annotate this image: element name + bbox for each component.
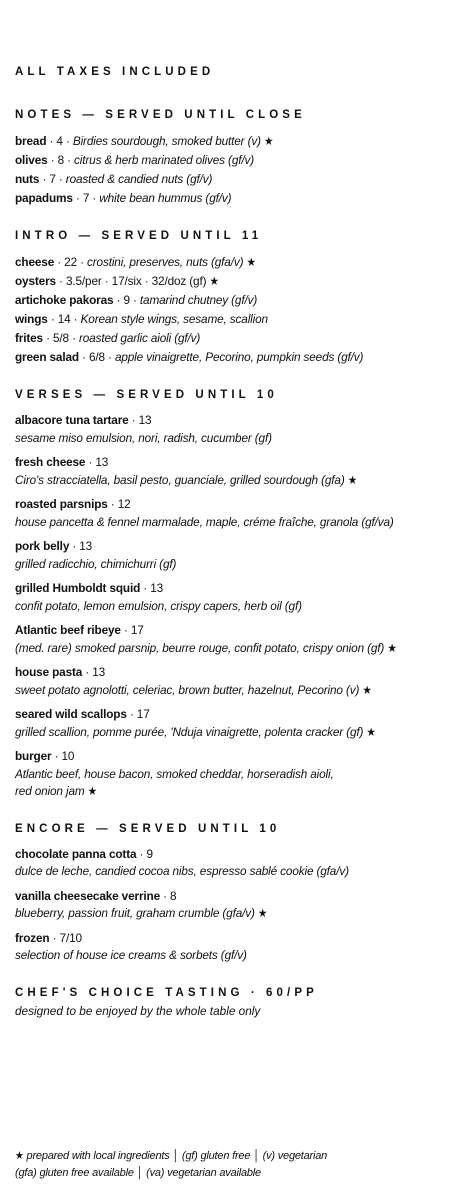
item-price: · 7 · xyxy=(72,191,100,205)
legend-footer xyxy=(15,1148,327,1182)
menu-item xyxy=(15,253,450,272)
tasting-section xyxy=(15,985,450,1019)
tasting-desc: designed to be enjoyed by the whole table only xyxy=(15,1003,261,1018)
item-name: olives xyxy=(15,153,48,167)
item-price: · 13 xyxy=(128,413,152,427)
item-desc: Birdies sourdough, smoked butter (v) ★ xyxy=(72,134,274,148)
item-name: burger xyxy=(15,749,52,763)
menu-item xyxy=(15,170,450,189)
intro-section xyxy=(15,228,450,367)
tasting-title: CHEF'S CHOICE TASTING · 60/PP xyxy=(15,986,318,999)
item-price: · 17 xyxy=(120,623,144,637)
item-price: · 13 xyxy=(140,581,164,595)
item-desc: roasted & candied nuts (gf/v) xyxy=(65,172,213,186)
item-price: · 3.5/per · 17/six · 32/doz (gf) ★ xyxy=(55,274,219,288)
item-desc: sweet potato agnolotti, celeriac, brown butter, hazelnut, Pecorino (v) ★ xyxy=(15,682,372,697)
taxes-note: ALL TAXES INCLUDED xyxy=(15,66,215,78)
item-desc: blueberry, passion fruit, graham crumble (gfa/v) ★ xyxy=(15,906,268,920)
item-name: Atlantic beef ribeye xyxy=(15,623,121,637)
item-desc: (med. rare) smoked parsnip, beurre rouge, confit potato, crispy onion (gf) ★ xyxy=(15,640,397,655)
item-name: house pasta xyxy=(15,665,83,679)
item-price: · 13 xyxy=(69,539,93,553)
item-price: · 7 · xyxy=(39,172,66,186)
menu-item xyxy=(15,329,450,348)
verses-title: VERSES — SERVED UNTIL 10 xyxy=(15,389,278,401)
verses-section xyxy=(15,387,450,801)
encore-section xyxy=(15,821,450,965)
item-price: · 22 · xyxy=(54,255,88,269)
legend-line: ★ prepared with local ingredients │ (gf) gluten free │ (v) vegetarian xyxy=(15,1150,328,1162)
item-name: wings xyxy=(15,312,48,326)
item-desc: sesame miso emulsion, nori, radish, cucumber (gf) xyxy=(15,430,272,445)
item-price: · 12 xyxy=(107,497,131,511)
item-desc: Ciro's stracciatella, basil pesto, guanciale, grilled sourdough (gfa) ★ xyxy=(15,472,358,487)
item-name: bread xyxy=(15,134,47,148)
item-price: · 13 xyxy=(85,455,109,469)
item-name: fresh cheese xyxy=(15,455,86,469)
item-price: · 17 xyxy=(126,707,150,721)
item-desc: Korean style wings, sesame, scallion xyxy=(80,312,268,326)
item-desc: dulce de leche, candied cocoa nibs, espresso sablé cookie (gfa/v) xyxy=(15,864,349,878)
menu-item xyxy=(15,189,450,208)
item-name: green salad xyxy=(15,350,79,364)
item-name: frozen xyxy=(15,930,50,945)
item-name: cheese xyxy=(15,255,55,269)
item-price: · 6/8 · xyxy=(78,350,115,364)
menu-item xyxy=(15,580,450,615)
item-desc: grilled scallion, pomme purée, 'Nduja vinaigrette, polenta cracker (gf) ★ xyxy=(15,724,376,739)
item-desc: roasted garlic aioli (gf/v) xyxy=(78,331,201,345)
menu-item xyxy=(15,310,450,329)
item-price: · 8 · xyxy=(47,153,75,167)
menu-item xyxy=(15,664,450,699)
item-price: · 9 · xyxy=(113,293,140,307)
item-name: chocolate panna cotta xyxy=(15,846,137,861)
item-price: · 5/8 · xyxy=(42,331,79,345)
item-desc: apple vinaigrette, Pecorino, pumpkin seeds (gf/v) xyxy=(114,350,364,364)
item-name: pork belly xyxy=(15,539,70,553)
item-desc: white bean hummus (gf/v) xyxy=(99,191,232,205)
item-price: · 4 · xyxy=(46,134,73,148)
legend-line: (gfa) gluten free available │ (va) vegetarian available xyxy=(15,1167,261,1179)
item-price: · 14 · xyxy=(47,312,81,326)
menu-item xyxy=(15,412,450,447)
item-desc: Atlantic beef, house bacon, smoked cheddar, horseradish aioli, xyxy=(15,766,334,781)
item-desc: confit potato, lemon emulsion, crispy capers, herb oil (gf) xyxy=(15,598,302,613)
item-desc: citrus & herb marinated olives (gf/v) xyxy=(74,153,255,167)
menu-item xyxy=(15,706,450,741)
menu-item xyxy=(15,151,450,170)
item-desc-continued: red onion jam ★ xyxy=(15,784,98,798)
item-name: seared wild scallops xyxy=(15,707,127,721)
item-name: albacore tuna tartare xyxy=(15,413,129,427)
item-price: · 13 xyxy=(82,665,106,679)
item-desc: selection of house ice creams & sorbets (gf/v) xyxy=(15,948,247,962)
item-name: grilled Humboldt squid xyxy=(15,581,141,595)
item-desc: grilled radicchio, chimichurri (gf) xyxy=(15,556,177,571)
item-price: · 7/10 xyxy=(49,930,82,945)
item-desc: crostini, preserves, nuts (gfa/v) ★ xyxy=(87,255,256,269)
notes-title: NOTES — SERVED UNTIL CLOSE xyxy=(15,109,306,121)
item-name: nuts xyxy=(15,172,40,186)
menu-item xyxy=(15,930,450,965)
item-desc: house pancetta & fennel marmalade, maple, créme fraîche, granola (gf/va) xyxy=(15,514,394,529)
item-price: · 8 xyxy=(159,888,177,903)
item-name: oysters xyxy=(15,274,56,288)
menu-item xyxy=(15,272,450,291)
item-price: · 9 xyxy=(136,846,153,861)
menu-item xyxy=(15,291,450,310)
menu-item xyxy=(15,888,450,923)
item-name: artichoke pakoras xyxy=(15,293,114,307)
encore-title: ENCORE — SERVED UNTIL 10 xyxy=(15,822,281,835)
item-desc: tamarind chutney (gf/v) xyxy=(139,293,258,307)
item-name: roasted parsnips xyxy=(15,497,108,511)
item-name: vanilla cheesecake verrine xyxy=(15,888,160,903)
menu-item xyxy=(15,454,450,489)
item-name: papadums xyxy=(15,191,73,205)
intro-title: INTRO — SERVED UNTIL 11 xyxy=(15,230,263,242)
menu-item xyxy=(15,348,450,367)
menu-item xyxy=(15,496,450,531)
menu-item xyxy=(15,132,450,151)
menu-item xyxy=(15,846,450,881)
menu-item xyxy=(15,622,450,657)
notes-section xyxy=(15,107,450,208)
item-price: · 10 xyxy=(51,749,75,763)
item-name: frites xyxy=(15,331,43,345)
menu-item xyxy=(15,748,450,801)
menu-item xyxy=(15,538,450,573)
